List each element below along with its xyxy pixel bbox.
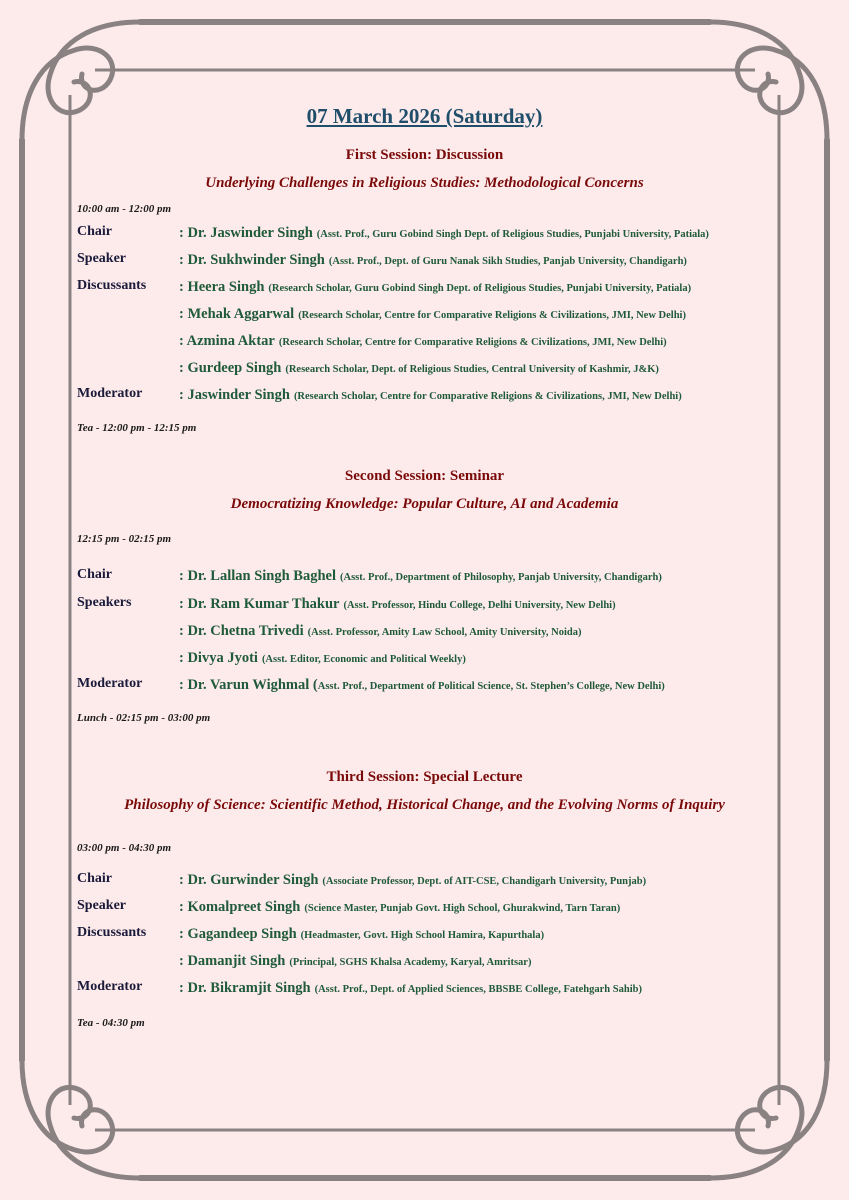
person-affiliation: (Asst. Editor, Economic and Political Weekly) xyxy=(261,654,466,665)
person-affiliation: (Research Scholar, Centre for Comparative Religions & Civilizations, JMI, New Delhi) xyxy=(278,337,667,348)
session-1-break: Tea - 12:00 pm - 12:15 pm xyxy=(77,422,197,434)
role-label: Speaker xyxy=(77,898,126,913)
session-3-row-discussant xyxy=(0,952,849,972)
session-3-row-discussant xyxy=(0,925,849,945)
person-affiliation: (Asst. Prof., Dept. of Guru Nanak Sikh Studies, Panjab University, Chandigarh) xyxy=(328,256,687,267)
role-label: Chair xyxy=(77,871,112,886)
person-name: : Dr. Jaswinder Singh xyxy=(179,225,313,241)
session-3-time: 03:00 pm - 04:30 pm xyxy=(77,842,172,854)
session-1-subtitle: Underlying Challenges in Religious Studies: Methodological Concerns xyxy=(205,175,644,191)
person-affiliation: (Asst. Prof., Guru Gobind Singh Dept. of Religious Studies, Punjabi University, Patiala) xyxy=(316,229,709,240)
role-label: Chair xyxy=(77,567,112,582)
person-name: : Mehak Aggarwal xyxy=(179,306,295,322)
session-1-row-discussant xyxy=(0,332,849,352)
page-date-heading: 07 March 2026 (Saturday) xyxy=(306,104,543,128)
session-2-title: Second Session: Seminar xyxy=(344,468,505,484)
session-1-row-discussant xyxy=(0,305,849,325)
person-name: : Komalpreet Singh xyxy=(179,899,301,915)
person-name: : Gurdeep Singh xyxy=(179,360,282,376)
session-1-row-chair xyxy=(0,224,849,244)
person-name: : Dr. Lallan Singh Baghel xyxy=(179,568,336,584)
session-1-row-discussant xyxy=(0,359,849,379)
person-affiliation: Asst. Prof., Department of Political Science, St. Stephen’s College, New Delhi) xyxy=(317,681,665,692)
role-label: Moderator xyxy=(77,979,143,994)
person-name: : Damanjit Singh xyxy=(179,953,286,969)
session-3-break: Tea - 04:30 pm xyxy=(77,1017,145,1029)
person-name: : Heera Singh xyxy=(179,279,265,295)
person-name: : Dr. Chetna Trivedi xyxy=(179,623,304,639)
session-2-time: 12:15 pm - 02:15 pm xyxy=(77,533,172,545)
session-1-row-discussant xyxy=(0,278,849,298)
session-3-subtitle: Philosophy of Science: Scientific Method, Historical Change, and the Evolving Norms of Inquiry xyxy=(124,797,725,813)
session-2-row-speaker xyxy=(0,595,849,615)
person-name: : Jaswinder Singh xyxy=(179,387,290,403)
session-2-row-speaker xyxy=(0,622,849,642)
person-name: : Dr. Bikramjit Singh xyxy=(179,980,311,996)
person-name: : Azmina Aktar xyxy=(179,333,275,349)
person-name: : Dr. Varun Wighmal ( xyxy=(179,677,318,693)
session-2-row-moderator xyxy=(0,676,849,696)
person-name: : Dr. Sukhwinder Singh xyxy=(179,252,325,268)
session-1-row-moderator xyxy=(0,386,849,406)
person-affiliation: (Asst. Professor, Amity Law School, Amity University, Noida) xyxy=(307,627,582,638)
person-name: : Dr. Ram Kumar Thakur xyxy=(179,596,340,612)
role-label: Speakers xyxy=(77,595,132,610)
person-name: : Gagandeep Singh xyxy=(179,926,297,942)
person-affiliation: (Asst. Prof., Dept. of Applied Sciences, BBSBE College, Fatehgarh Sahib) xyxy=(314,984,642,995)
role-label: Chair xyxy=(77,224,112,239)
role-label: Moderator xyxy=(77,676,143,691)
person-affiliation: (Asst. Prof., Department of Philosophy, Panjab University, Chandigarh) xyxy=(340,572,662,583)
session-1-title: First Session: Discussion xyxy=(345,147,504,163)
person-affiliation: (Research Scholar, Dept. of Religious Studies, Central University of Kashmir, J&K) xyxy=(285,364,659,375)
person-affiliation: (Research Scholar, Guru Gobind Singh Dept. of Religious Studies, Punjabi University, Patiala) xyxy=(268,283,692,294)
session-1-time: 10:00 am - 12:00 pm xyxy=(77,203,172,215)
session-2-row-speaker xyxy=(0,649,849,669)
person-name: : Dr. Gurwinder Singh xyxy=(179,872,319,888)
session-2-row-chair xyxy=(0,567,849,587)
role-label: Discussants xyxy=(77,278,147,293)
role-label: Moderator xyxy=(77,386,143,401)
session-2-subtitle: Democratizing Knowledge: Popular Culture, AI and Academia xyxy=(230,496,619,512)
person-affiliation: (Headmaster, Govt. High School Hamira, Kapurthala) xyxy=(300,930,545,941)
person-name: : Divya Jyoti xyxy=(179,650,258,666)
session-3-row-chair xyxy=(0,871,849,891)
role-label: Discussants xyxy=(77,925,147,940)
session-2-break: Lunch - 02:15 pm - 03:00 pm xyxy=(77,712,211,724)
session-3-row-moderator xyxy=(0,979,849,999)
person-affiliation: (Asst. Professor, Hindu College, Delhi University, New Delhi) xyxy=(343,600,616,611)
session-3-title: Third Session: Special Lecture xyxy=(326,769,523,785)
person-affiliation: (Research Scholar, Centre for Comparative Religions & Civilizations, JMI, New Delhi) xyxy=(298,310,686,321)
role-label: Speaker xyxy=(77,251,126,266)
person-affiliation: (Associate Professor, Dept. of AIT-CSE, Chandigarh University, Punjab) xyxy=(322,876,647,887)
person-affiliation: (Research Scholar, Centre for Comparative Religions & Civilizations, JMI, New Delhi) xyxy=(293,391,682,402)
person-affiliation: (Principal, SGHS Khalsa Academy, Karyal, Amritsar) xyxy=(289,957,532,968)
person-affiliation: (Science Master, Punjab Govt. High School, Ghurakwind, Tarn Taran) xyxy=(304,903,621,914)
session-3-row-speaker xyxy=(0,898,849,918)
session-1-row-speaker xyxy=(0,251,849,271)
